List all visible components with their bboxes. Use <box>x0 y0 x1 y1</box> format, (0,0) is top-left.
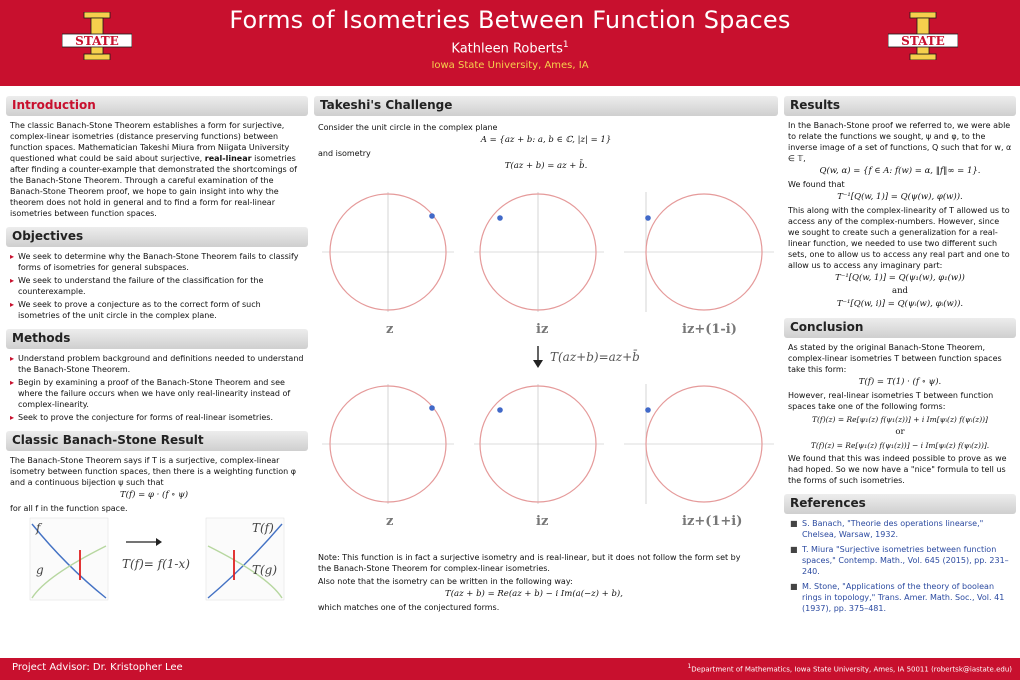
graph-label-tg: T(g) <box>252 563 278 577</box>
introduction-heading: Introduction <box>6 96 308 116</box>
challenge-line1: Consider the unit circle in the complex plane <box>318 123 498 132</box>
department-text: Department of Mathematics, Iowa State University, Ames, IA 50011 (robertsk@iastate.edu) <box>691 665 1012 674</box>
logo-text: STATE <box>75 34 119 48</box>
results-f1: Q(w, α) = {f ∈ A: f(w) = α, ‖f‖∞ = 1}. <box>819 166 981 176</box>
circle-plot <box>624 192 774 312</box>
challenge-note3: which matches one of the conjectured forms. <box>318 603 500 612</box>
results-heading: Results <box>784 96 1016 116</box>
challenge-body <box>314 122 778 172</box>
challenge-note1: Note: This function is in fact a surjective isometry and is real-linear, but it does not follow the form set by the Banach-Stone Theorem for complex-linear isometries. <box>318 553 741 573</box>
column-right <box>784 96 1016 618</box>
challenge-line2: and isometry <box>318 149 371 158</box>
classic-formula: T(f) = φ · (f ∘ ψ) <box>120 490 189 500</box>
references-heading: References <box>784 494 1016 514</box>
conclusion-f1: T(f) = T(1) · (f ∘ ψ). <box>858 377 942 387</box>
objectives-body <box>6 251 308 321</box>
column-middle <box>314 96 778 612</box>
conclusion-f3: T(f)(z) = Re[ψ₁(z) f(ψ₁(z))] − i Im[ψᵢ(z) f(ψᵢ(z))]. <box>810 441 990 450</box>
method-item: ▸ Begin by examining a proof of the Banach-Stone Theorem and see where the failure occurs when we have only real-linearity instead of complex-linearity. <box>10 377 304 410</box>
challenge-formula1: A = {az + b: a, b ∈ ℂ, |z| = 1} <box>480 135 612 145</box>
classic-body <box>6 455 308 514</box>
advisor-text: Project Advisor: Dr. Kristopher Lee <box>12 662 183 673</box>
objective-item: ▸ We seek to understand the failure of the classification for the counterexample. <box>10 275 304 297</box>
reference-item: ■ T. Miura "Surjective isometries between function spaces," Contemp. Math., Vol. 645 (2015), pp. 231–240. <box>788 544 1012 577</box>
objectives-heading: Objectives <box>6 227 308 247</box>
graph-label-f: f <box>36 521 41 535</box>
method-item: ▸ Understand problem background and definitions needed to understand the Banach-Stone Theorem. <box>10 353 304 375</box>
classic-heading: Classic Banach-Stone Result <box>6 431 308 451</box>
challenge-formula3: T(az + b) = Re(az + b) − i Im(a(−z) + b), <box>445 589 623 599</box>
department-sup: 1 <box>687 664 692 670</box>
results-f4: T⁻¹[Q(w, i)] = Q(ψᵢ(w), φᵢ(w)). <box>836 299 964 309</box>
reference-item: ■ M. Stone, "Applications of the theory of boolean rings in topology," Trans. Amer. Math. Soc., Vol. 41 (1937), pp. 375–481. <box>788 581 1012 614</box>
results-p1: In the Banach-Stone proof we referred to, we were able to relate the functions we sought, ψ and φ, to the inverse image of a set of functions, Q such that for w, α ∈ 𝕋, <box>788 121 1012 163</box>
challenge-heading: Takeshi's Challenge <box>314 96 778 116</box>
intro-text-b: isometries after finding a counter-example that demonstrated the shortcomings of the Banach-Stone Theorem. Through a careful examination of the Banach-Stone Theorem proof, we hope to gain insight into why the theorem does not hold in general and to find a form for real-linear isometries between function spaces. <box>10 154 297 218</box>
challenge-notes <box>314 552 754 615</box>
graph-label-tf: T(f) <box>252 521 274 535</box>
circle-plot <box>474 192 604 312</box>
conclusion-f2: T(f)(z) = Re[ψ₁(z) f(ψ₁(z))] + i Im[ψᵢ(z) f(ψᵢ(z))] <box>812 415 988 424</box>
results-p2: We found that <box>788 180 845 189</box>
caption-iz-shift-bottom: iz+(1+i) <box>682 514 743 529</box>
circle-plot <box>624 384 774 504</box>
circle-plots-bottom <box>314 380 778 508</box>
caption-iz-bottom: iz <box>536 514 549 529</box>
graph-label-g: g <box>36 563 44 577</box>
results-f3: T⁻¹[Q(w, 1)] = Q(ψ₁(w), φ₁(w)) <box>835 273 965 283</box>
down-arrow-icon <box>532 346 544 368</box>
circle-plot <box>322 192 454 312</box>
graph-map-label: T(f)= f(1-x) <box>122 557 190 571</box>
conclusion-or: or <box>895 427 905 437</box>
caption-iz-top: iz <box>536 322 549 337</box>
author-sup: 1 <box>562 40 569 50</box>
conclusion-heading: Conclusion <box>784 318 1016 338</box>
circle-plots-top <box>314 188 778 316</box>
caption-z-top: z <box>386 322 394 337</box>
poster-footer <box>0 658 1020 680</box>
isometry-graph-figure <box>6 516 306 604</box>
intro-text-bold: real-linear <box>204 154 252 163</box>
objective-item: ▸ We seek to determine why the Banach-Stone Theorem fails to classify forms of isometries for general subspaces. <box>10 251 304 273</box>
circle-plot <box>322 384 454 504</box>
poster-header <box>0 0 1020 86</box>
poster-title: Forms of Isometries Between Function Spaces <box>229 6 791 34</box>
challenge-note2: Also note that the isometry can be written in the following way: <box>318 577 573 586</box>
conclusion-p3: We found that this was indeed possible to prove as we had hoped. So we now have a "nice" formula to tell us the forms of such isometries. <box>788 454 1007 485</box>
department-line <box>688 664 1012 673</box>
classic-after: for all f in the function space. <box>10 504 128 513</box>
objective-item: ▸ We seek to prove a conjecture as to the correct form of such isometries of the unit circle in the complex plane. <box>10 299 304 321</box>
results-f2: T⁻¹[Q(w, 1)] = Q(ψ(w), φ(w)). <box>837 192 963 202</box>
caption-z-bottom: z <box>386 514 394 529</box>
results-and: and <box>892 286 908 296</box>
methods-heading: Methods <box>6 329 308 349</box>
intro-text-a: The classic Banach-Stone Theorem establishes a form for surjective, complex-linear isometries (distance preserving functions) between function spaces. Mathematician Takeshi Miura from Niigata University questioned what could be said about surjective, <box>10 121 290 163</box>
methods-body <box>6 353 308 423</box>
author-name: Kathleen Roberts <box>451 41 563 57</box>
reference-item: ■ S. Banach, "Theorie des operations linearse," Chelsea, Warsaw, 1932. <box>788 518 1012 540</box>
classic-text: The Banach-Stone Theorem says if T is a surjective, complex-linear isometry between function spaces, then there is a weighting function φ and a continuous bijection ψ such that <box>10 456 296 487</box>
references-body <box>784 518 1016 614</box>
results-body <box>784 120 1016 310</box>
introduction-body <box>6 120 308 219</box>
results-p3: This along with the complex-linearity of T allowed us to access any of the complex-numbers. However, since we sought to create such a generalization for a real-linear function, we needed to use two different such sets, one to allow us to access any real part and one to allow us to access any imaginary part: <box>788 206 1010 270</box>
conclusion-p1: As stated by the original Banach-Stone Theorem, complex-linear isometries T between function spaces take this form: <box>788 343 1002 374</box>
logo-text: STATE <box>901 34 945 48</box>
conclusion-body <box>784 342 1016 486</box>
author-line <box>0 40 1020 56</box>
challenge-formula2: T(az + b) = az + b̄. <box>504 161 588 171</box>
arrow-label: T(az+b)=az+b̄ <box>550 350 640 364</box>
method-item: ▸ Seek to prove the conjecture for forms of real-linear isometries. <box>10 412 304 423</box>
conclusion-p2: However, real-linear isometries T between function spaces take one of the following forms: <box>788 391 994 411</box>
caption-iz-shift-top: iz+(1-i) <box>682 322 737 337</box>
circle-plot <box>474 384 604 504</box>
affiliation: Iowa State University, Ames, IA <box>431 60 589 71</box>
column-left <box>6 96 308 604</box>
